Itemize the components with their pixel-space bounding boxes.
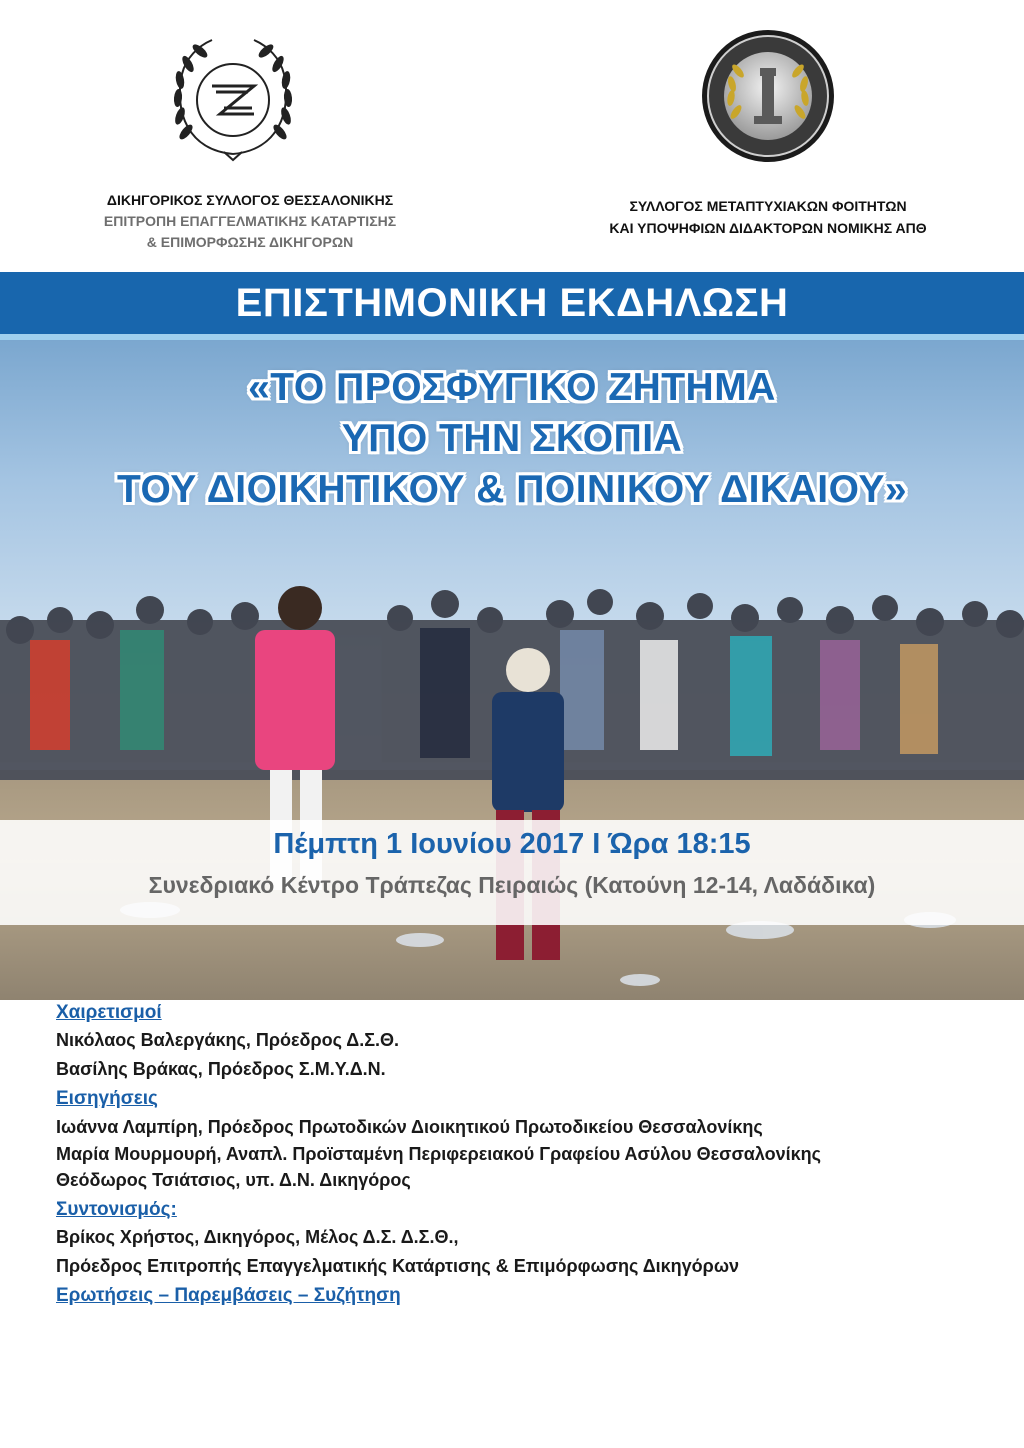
coordination-heading: Συντονισμός: <box>56 1199 177 1220</box>
event-title-line3: ΤΟΥ ΔΙΟΙΚΗΤΙΚΟΥ & ΠΟΙΝΙΚΟΥ ΔΙΚΑΙΟΥ» <box>116 468 908 511</box>
bar-association-title: ΔΙΚΗΓΟΡΙΚΟΣ ΣΥΛΛΟΓΟΣ ΘΕΣΣΑΛΟΝΙΚΗΣ <box>106 192 394 208</box>
talk-speaker: Μαρία Μουρμουρή, Αναπλ. Προϊσταμένη Περιφερειακού Γραφείου Ασύλου Θεσσαλονίκης <box>56 1144 822 1164</box>
event-date-time: Πέμπτη 1 Ιουνίου 2017 Ι Ώρα 18:15 <box>273 828 751 860</box>
event-venue: Συνεδριακό Κέντρο Τράπεζας Πειραιώς (Κατούνη 12-14, Λαδάδικα) <box>148 872 876 898</box>
postgraduate-association-line1: ΣΥΛΛΟΓΟΣ ΜΕΤΑΠΤΥΧΙΑΚΩΝ ΦΟΙΤΗΤΩΝ <box>629 198 907 214</box>
bar-association-name <box>40 190 460 253</box>
event-program <box>56 1000 976 1309</box>
laurel-seal-emblem-icon <box>700 28 836 164</box>
crowd-silhouettes <box>0 580 1024 1000</box>
postgraduate-association-line2: ΚΑΙ ΥΠΟΨΗΦΙΩΝ ΔΙΔΑΚΤΟΡΩΝ ΝΟΜΙΚΗΣ ΑΠΘ <box>609 220 927 236</box>
committee-name-line2: & ΕΠΙΜΟΡΦΩΣΗΣ ΔΙΚΗΓΟΡΩΝ <box>146 234 354 250</box>
coordinator-role: Πρόεδρος Επιτροπής Επαγγελματικής Κατάρτισης & Επιμόρφωσης Δικηγόρων <box>56 1256 740 1276</box>
committee-name-line1: ΕΠΙΤΡΟΠΗ ΕΠΑΓΓΕΛΜΑΤΙΚΗΣ ΚΑΤΑΡΤΙΣΗΣ <box>103 213 397 229</box>
postgraduate-association-name <box>548 195 988 239</box>
refugees-photo <box>0 340 1024 1000</box>
greetings-heading: Χαιρετισμοί <box>56 1002 162 1023</box>
bar-association-logo <box>168 32 298 167</box>
talk-speaker: Ιωάννα Λαμπίρη, Πρόεδρος Πρωτοδικών Διοικητικού Πρωτοδικείου Θεσσαλονίκης <box>56 1117 763 1137</box>
greeting-speaker: Βασίλης Βράκας, Πρόεδρος Σ.Μ.Υ.Δ.Ν. <box>56 1059 386 1079</box>
coordinator-line: Βρίκος Χρήστος, Δικηγόρος, Μέλος Δ.Σ. Δ.Σ.Θ., <box>56 1227 459 1247</box>
discussion-heading: Ερωτήσεις – Παρεμβάσεις – Συζήτηση <box>56 1285 401 1306</box>
greeting-speaker: Νικόλαος Βαλεργάκης, Πρόεδρος Δ.Σ.Θ. <box>56 1030 400 1050</box>
event-type-banner: ΕΠΙΣΤΗΜΟΝΙΚΗ ΕΚΔΗΛΩΣΗ <box>0 272 1024 340</box>
talk-speaker: Θεόδωρος Τσιάτσιος, υπ. Δ.Ν. Δικηγόρος <box>56 1170 411 1190</box>
talks-heading: Εισηγήσεις <box>56 1088 158 1109</box>
event-title <box>0 362 1024 515</box>
event-title-line2: ΥΠΟ ΤΗΝ ΣΚΟΠΙΑ <box>341 417 683 460</box>
postgraduate-association-logo <box>700 28 836 164</box>
event-title-line1: «ΤΟ ΠΡΟΣΦΥΓΙΚΟ ΖΗΤΗΜΑ <box>248 366 776 409</box>
laurel-wreath-emblem-icon <box>168 32 298 167</box>
